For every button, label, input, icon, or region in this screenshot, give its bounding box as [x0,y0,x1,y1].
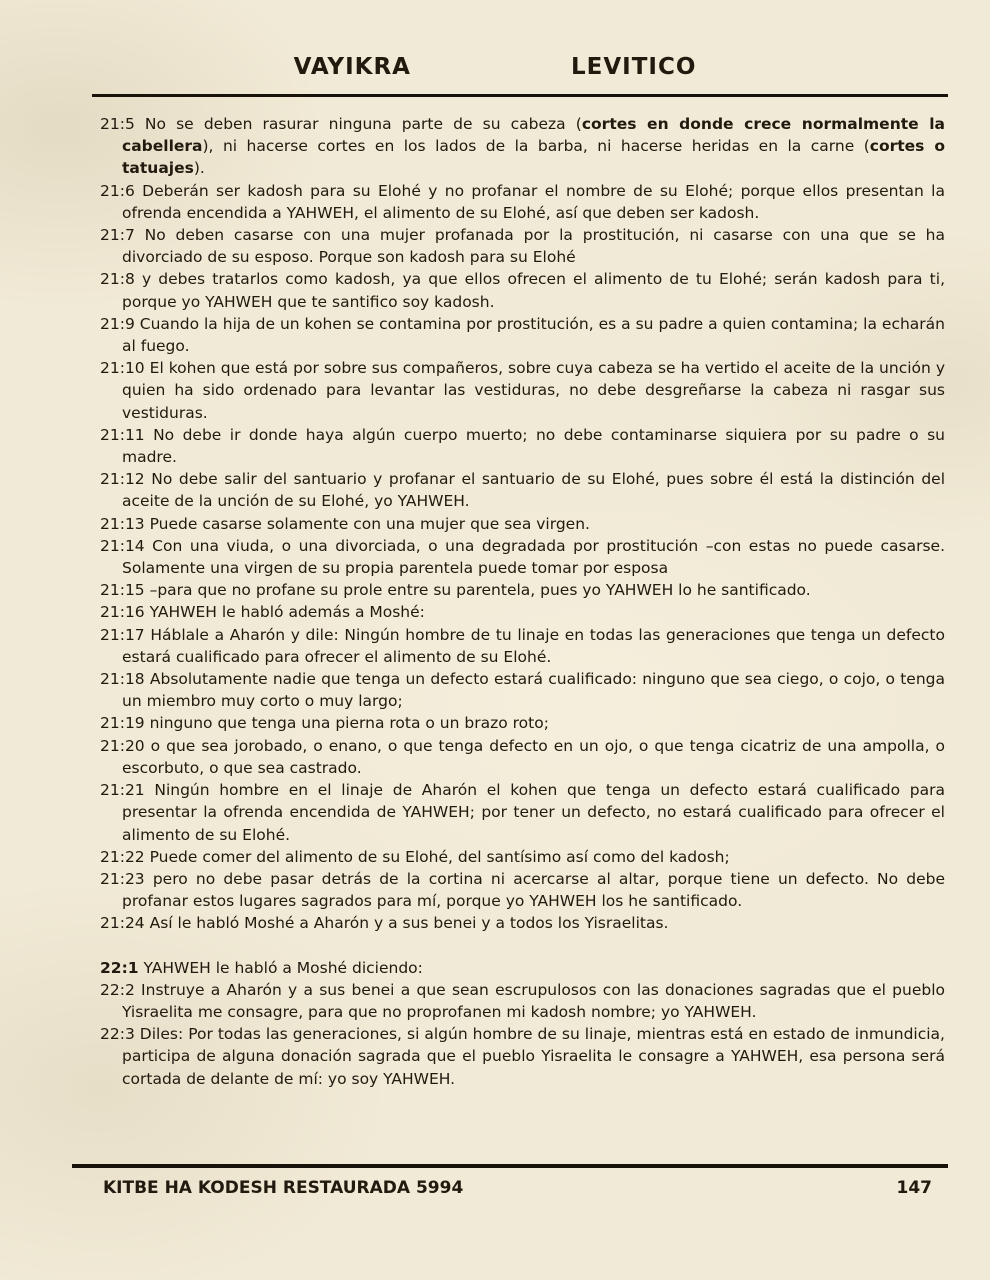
verse [100,1023,945,1090]
verse-text: ), ni hacerse cortes en los lados de la barba, ni hacerse heridas en la carne ( [202,137,870,156]
verse-text: 21:5 No se deben rasurar ninguna parte de su cabeza ( [100,115,582,133]
verse-list [100,113,945,1090]
footer-row [0,1168,990,1198]
verse [100,779,945,846]
verse-text: 21:8 y debes tratarlos como kadosh, ya que ellos ofrecen el alimento de tu Elohé; serán kadosh para ti, porque yo YAHWEH que te santifico soy kadosh. [100,270,945,311]
verse-text: 21:24 Así le habló Moshé a Aharón y a sus benei y a todos los Yisraelitas. [100,914,669,933]
verse [100,535,945,579]
verse-text: 22:3 Diles: Por todas las generaciones, si algún hombre de su linaje, mientras está en estado de inmundicia, participa de alguna donación sagrada que el pueblo Yisraelita le consagre a YAHWEH, esa persona será cortada de delante de mí: yo soy YAHWEH. [100,1025,945,1088]
verse [100,357,945,424]
verse-text: 21:23 pero no debe pasar detrás de la cortina ni acercarse al altar, porque tiene un defecto. No debe profanar estos lugares sagrados para mí, porque yo YAHWEH los he santificado. [100,869,945,911]
verse-text: 22:2 Instruye a Aharón y a sus benei a que sean escrupulosos con las donaciones sagradas que el pueblo Yisraelita me consagre, para que no proprofanen mi kadosh nombre; yo YAHWEH. [100,980,945,1021]
verse-text: 21:22 Puede comer del alimento de su Elohé, del santísimo así como del kadosh; [100,847,730,866]
header-rule [92,94,948,97]
verse-text-bold: cortes o tatuajes [122,137,945,178]
verse [100,268,945,312]
verse-text: 21:16 YAHWEH le habló además a Moshé: [100,603,425,622]
verse-text: 21:17 Háblale a Aharón y dile: Ningún hombre de tu linaje en todas las generaciones que tenga un defecto estará cualificado para ofrecer el alimento de su Elohé. [100,625,945,666]
verse [100,979,945,1023]
verse-text: 21:10 El kohen que está por sobre sus compañeros, sobre cuya cabeza se ha vertido el aceite de la unción y quien ha sido ordenado para levantar las vestiduras, no debe desgreñarse la cabeza ni rasgar sus vestiduras. [100,359,945,422]
page-header [0,0,990,80]
verse [100,712,945,734]
verse-text: 21:15 –para que no profane su prole entre su parentela, pues yo YAHWEH lo he santificado. [100,581,811,600]
verse-text: 21:21 Ningún hombre en el linaje de Aharón el kohen que tenga un defecto estará cualificado para presentar la ofrenda encendida de YAHWEH; por tener un defecto, no estará cualificado para ofrecer el alimento de su Elohé. [100,781,945,844]
verse-text: 21:14 Con una viuda, o una divorciada, o una degradada por prostitución –con estas no puede casarse. Solamente una virgen de su propia parentela puede tomar por esposa [100,536,945,578]
verse [100,579,945,601]
footer-book-title: KITBE HA KODESH RESTAURADA 5994 [103,1178,464,1198]
page-footer [0,1164,990,1198]
verse-text: ). [193,159,205,178]
verse [100,868,945,912]
verse [100,468,945,512]
verse-text-bold: 22:1 [100,958,139,977]
verse [100,957,945,979]
verse-text: 21:11 No debe ir donde haya algún cuerpo muerto; no debe contaminarse siquiera por su padre o su madre. [100,425,945,467]
verse [100,113,945,180]
header-title-left: VAYIKRA [293,54,411,80]
header-title-right: LEVITICO [570,54,697,80]
verse-text: 21:20 o que sea jorobado, o enano, o que tenga defecto en un ojo, o que tenga cicatriz de una ampolla, o escorbuto, o que sea castrado. [100,736,945,777]
verse-text: YAHWEH le habló a Moshé diciendo: [138,958,423,977]
verse-text: 21:12 No debe salir del santuario y profanar el santuario de su Elohé, pues sobre él está la distinción del aceite de la unción de su Elohé, yo YAHWEH. [100,470,945,511]
footer-page-number: 147 [896,1178,932,1198]
verse-text: 21:9 Cuando la hija de un kohen se contamina por prostitución, es a su padre a quien contamina; la echarán al fuego. [100,314,945,356]
verse [100,735,945,779]
verse [100,424,945,468]
verse [100,601,945,623]
verse-text: 21:6 Deberán ser kadosh para su Elohé y no profanar el nombre de su Elohé; porque ellos presentan la ofrenda encendida a YAHWEH, el alimento de su Elohé, así que deben ser kadosh. [100,181,945,222]
verse [100,313,945,357]
verse [100,224,945,268]
verse-text: 21:7 No deben casarse con una mujer profanada por la prostitución, ni casarse con una que se ha divorciado de su esposo. Porque son kadosh para su Elohé [100,226,945,267]
verse-text: 21:18 Absolutamente nadie que tenga un defecto estará cualificado: ninguno que sea ciego, o cojo, o tenga un miembro muy corto o muy largo; [100,670,945,711]
verse [100,624,945,668]
verse-text: 21:13 Puede casarse solamente con una mujer que sea virgen. [100,514,590,533]
verse-text-bold: cortes en donde crece normalmente la cabellera [122,115,946,156]
verse-text: 21:19 ninguno que tenga una pierna rota o un brazo roto; [100,714,549,733]
verse [100,668,945,712]
verse [100,180,945,224]
verse [100,513,945,535]
verse [100,846,945,868]
verse [100,912,945,934]
